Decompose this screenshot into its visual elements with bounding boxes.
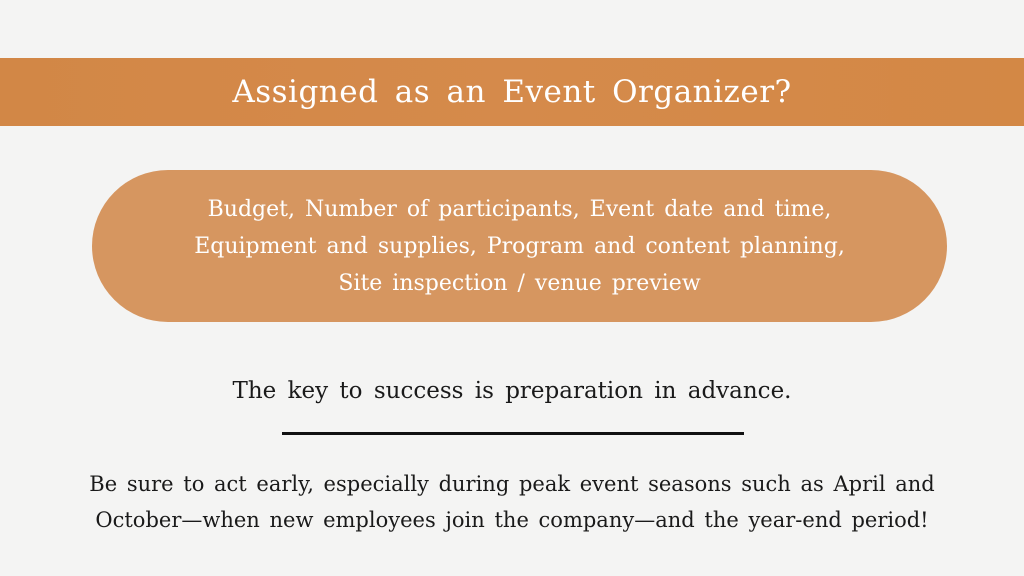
checklist-pill [92, 170, 947, 322]
title-banner [0, 58, 1024, 126]
key-message: The key to success is preparation in advance. [232, 378, 792, 404]
advice-line: October—when new employees join the company—and the year-end period! [95, 508, 929, 532]
divider [282, 432, 744, 435]
checklist-line: Site inspection / venue preview [338, 270, 701, 296]
advice-note [0, 466, 1024, 538]
advice-line: Be sure to act early, especially during peak event seasons such as April and [89, 472, 935, 496]
slide-title: Assigned as an Event Organizer? [232, 74, 792, 110]
checklist-line: Equipment and supplies, Program and content planning, [194, 233, 845, 259]
checklist-line: Budget, Number of participants, Event date and time, [207, 196, 832, 222]
